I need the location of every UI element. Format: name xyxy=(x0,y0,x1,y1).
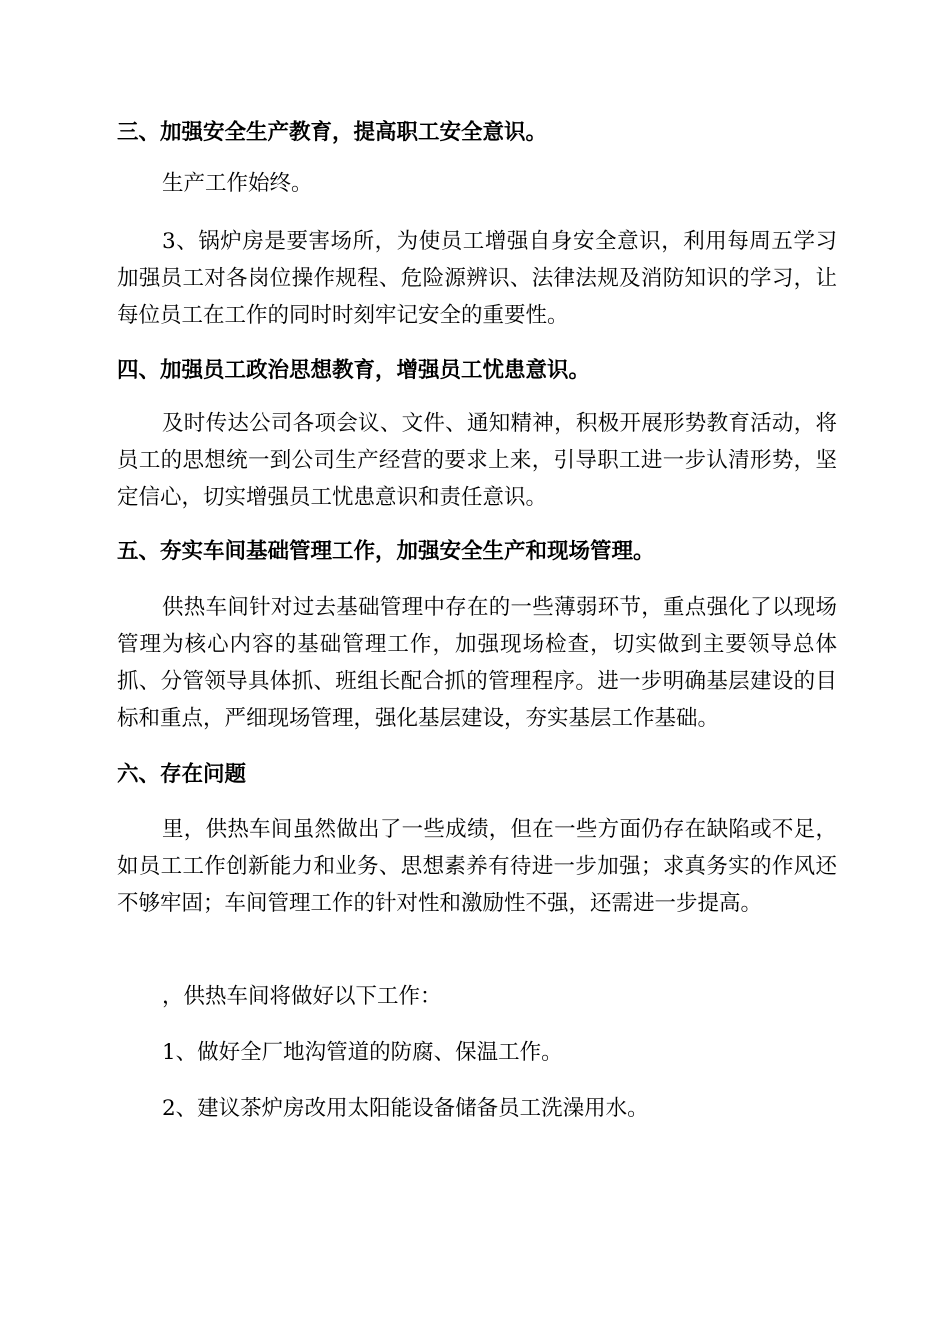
section-heading-3: 三、加强安全生产教育，提高职工安全意识。 xyxy=(117,120,548,145)
paragraph: 供热车间针对过去基础管理中存在的一些薄弱环节，重点强化了以现场管理为核心内容的基础管理工作，加强现场检查，切实做到主要领导总体抓、分管领导具体抓、班组长配合抓的管理程序。进一步明确基层建设的目标和重点，严细现场管理，强化基层建设，夯实基层工作基础。 xyxy=(117,595,837,731)
list-item: 2、建议茶炉房改用太阳能设备储备员工洗澡用水。 xyxy=(162,1096,649,1121)
list-item: 1、做好全厂地沟管道的防腐、保温工作。 xyxy=(162,1040,563,1065)
paragraph: 及时传达公司各项会议、文件、通知精神，积极开展形势教育活动，将员工的思想统一到公司生产经营的要求上来，引导职工进一步认清形势，坚定信心，切实增强员工忧患意识和责任意识。 xyxy=(117,411,837,510)
paragraph: 里，供热车间虽然做出了一些成绩，但在一些方面仍存在缺陷或不足，如员工工作创新能力和业务、思想素养有待进一步加强；求真务实的作风还不够牢固；车间管理工作的针对性和激励性不强，还需进一步提高。 xyxy=(117,817,837,916)
section-heading-4: 四、加强员工政治思想教育，增强员工忧患意识。 xyxy=(117,358,591,383)
section-heading-5: 五、夯实车间基础管理工作，加强安全生产和现场管理。 xyxy=(117,539,655,564)
paragraph: 3、锅炉房是要害场所，为使员工增强自身安全意识，利用每周五学习加强员工对各岗位操作规程、危险源辨识、法律法规及消防知识的学习，让每位员工在工作的同时时刻牢记安全的重要性。 xyxy=(117,229,837,328)
paragraph: 生产工作始终。 xyxy=(162,171,313,196)
section-heading-6: 六、存在问题 xyxy=(117,762,247,787)
paragraph: ，供热车间将做好以下工作： xyxy=(162,984,442,1009)
